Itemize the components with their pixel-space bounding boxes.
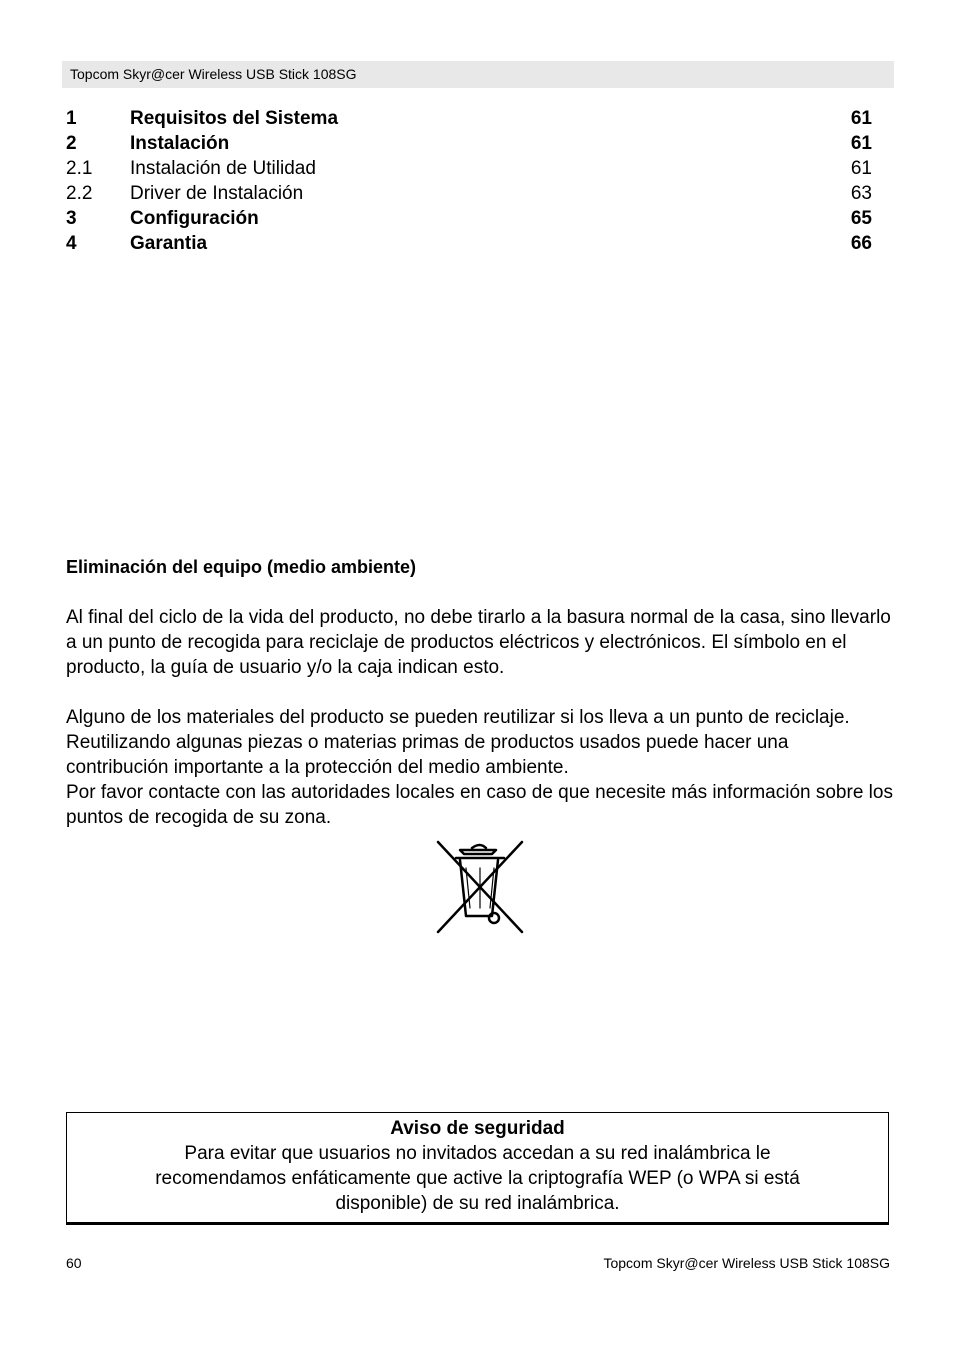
- toc-number: 1: [66, 108, 77, 129]
- header-title: Topcom Skyr@cer Wireless USB Stick 108SG: [70, 66, 357, 82]
- disposal-paragraph: Al final del ciclo de la vida del producto, no debe tirarlo a la basura normal de la casa, sino llevarlo a un punto de recogida para reciclaje de productos eléctricos y electrónicos. El símbolo en el producto, la guía de usuario y/o la caja indican esto.: [66, 607, 891, 678]
- notice-body: Para evitar que usuarios no invitados accedan a su red inalámbrica le recomendamos enfáticamente que active la criptografía WEP (o WPA si está disponible) de su red inalámbrica.: [155, 1143, 800, 1214]
- toc-entry[interactable]: [66, 156, 872, 181]
- crossed-out-wheelie-bin-icon: [432, 838, 528, 934]
- toc-number: 2.2: [66, 183, 93, 204]
- toc-title: Configuración: [130, 208, 259, 229]
- toc-page: 66: [850, 233, 872, 254]
- header-bar: [62, 61, 894, 88]
- toc-page: 65: [850, 208, 872, 229]
- toc-title: Garantia: [130, 233, 208, 254]
- toc-number: 4: [66, 233, 77, 254]
- footer-page-number: 60: [66, 1255, 82, 1271]
- disposal-paragraph: Por favor contacte con las autoridades locales en caso de que necesite más información sobre los puntos de recogida de su zona.: [66, 782, 893, 828]
- toc-entry[interactable]: [66, 231, 872, 256]
- toc-entry[interactable]: [66, 181, 872, 206]
- toc-number: 3: [66, 208, 77, 229]
- toc-entry[interactable]: [66, 206, 872, 231]
- toc-entry[interactable]: [66, 106, 872, 131]
- disposal-heading: Eliminación del equipo (medio ambiente): [66, 557, 417, 577]
- toc-page: 63: [850, 183, 872, 204]
- footer-title: Topcom Skyr@cer Wireless USB Stick 108SG: [603, 1255, 890, 1271]
- notice-title: Aviso de seguridad: [390, 1118, 565, 1139]
- toc-number: 2.1: [66, 158, 93, 179]
- toc-title: Requisitos del Sistema: [130, 108, 339, 129]
- toc-entry[interactable]: [66, 131, 872, 156]
- toc-title: Instalación: [130, 133, 230, 154]
- toc-title: Instalación de Utilidad: [130, 158, 316, 179]
- toc-title: Driver de Instalación: [130, 183, 304, 204]
- security-notice: [66, 1112, 889, 1225]
- toc-page: 61: [850, 133, 872, 154]
- toc-page: 61: [850, 108, 872, 129]
- toc-page: 61: [850, 158, 872, 179]
- toc-number: 2: [66, 133, 77, 154]
- table-of-contents: [66, 106, 872, 256]
- disposal-section: [66, 555, 896, 830]
- disposal-paragraph: Alguno de los materiales del producto se pueden reutilizar si los lleva a un punto de reciclaje. Reutilizando algunas piezas o materias primas de productos usados puede hacer una contribución importante a la protección del medio ambiente.: [66, 707, 850, 778]
